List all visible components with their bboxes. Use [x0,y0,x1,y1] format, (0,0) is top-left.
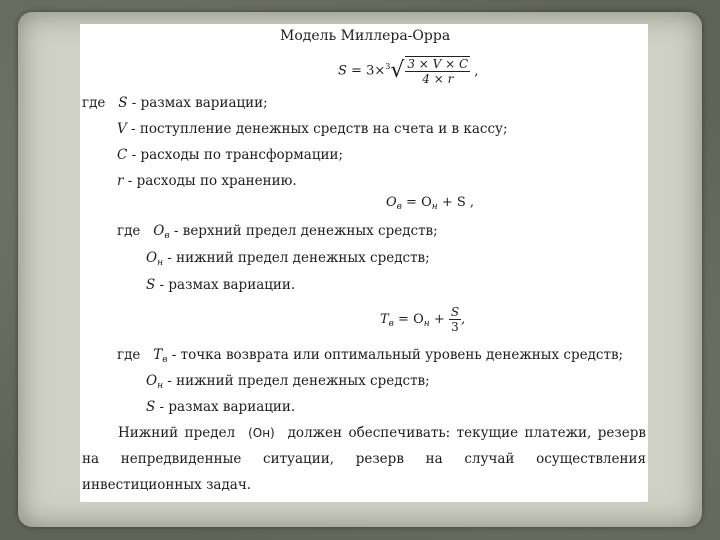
subscript: в [388,319,394,329]
paragraph-text: должен обеспечивать: текущие платежи, резерв на непредвиденные ситуации, резерв на случай осуществления инвестиционных задач. [82,425,646,493]
formula-tail: + S , [437,195,475,210]
symbol: C [117,147,128,163]
definition: - размах вариации; [127,95,268,111]
symbol: V [117,121,127,137]
definition: - верхний предел денежных средств; [169,223,438,239]
where1-line-4 [117,172,297,190]
symbol: S [146,277,156,293]
where1-line-2 [117,120,508,138]
where-label: где [117,347,141,363]
formula-numerator: 3 × V × C [407,57,469,71]
where2-line-1 [117,222,438,245]
where2-line-3 [146,276,295,294]
paragraph-lead: Нижний предел [118,425,236,441]
radical-sign: √ [390,58,405,83]
formula-mid: = O [401,195,432,210]
definition: - расходы по хранению. [123,173,297,189]
where3-line-3 [146,398,295,416]
closing-paragraph [82,420,646,498]
formula-tail: , [461,312,466,327]
definition: - размах вариации. [155,399,296,415]
subscript: н [157,381,164,391]
where3-line-1 [117,346,623,369]
symbol: O [153,223,165,239]
definition: - нижний предел денежных средств; [163,250,430,266]
formula-numerator: S [450,305,460,319]
symbol: S [118,95,128,111]
formula-denominator: 3 [451,320,459,334]
definition: - нижний предел денежных средств; [163,373,430,389]
subscript: н [157,258,164,268]
root-index: 3 [385,62,391,72]
paragraph-symbol: (Oн) [248,426,275,440]
definition: - точка возврата или оптимальный уровень денежных средств; [167,347,624,363]
symbol: S [146,399,156,415]
formula-t: T [380,312,389,327]
definition: - поступление денежных средств на счета и в кассу; [126,121,508,137]
formula-miller-orr [338,56,478,86]
radicand [405,56,470,86]
definition: - размах вариации. [155,277,296,293]
where-label: где [82,95,106,111]
subscript: н [423,319,430,329]
formula-denominator: 4 × r [422,72,454,86]
where2-line-2 [146,249,430,272]
where1-line-3 [117,146,343,164]
where3-line-2 [146,372,430,395]
formula-tail: , [474,63,479,79]
definition: - расходы по трансформации; [127,147,344,163]
where-label: где [117,223,141,239]
symbol: O [146,250,158,266]
formula-o: O [386,195,397,210]
subscript: в [396,202,402,212]
subscript: в [162,355,168,365]
symbol: r [117,173,124,189]
formula-upper-limit [386,194,474,216]
formula-s: S [338,63,347,79]
document-page [80,24,648,502]
symbol: O [146,373,158,389]
subscript: в [164,231,170,241]
document-title: Модель Миллера-Орра [280,28,451,44]
formula-plus: + [429,312,449,327]
where1-line-1 [82,94,268,112]
formula-eq: = 3× [346,63,386,79]
subscript: н [431,202,438,212]
formula-mid: = O [393,312,424,327]
formula-return-point [380,302,465,342]
symbol: T [153,347,163,363]
